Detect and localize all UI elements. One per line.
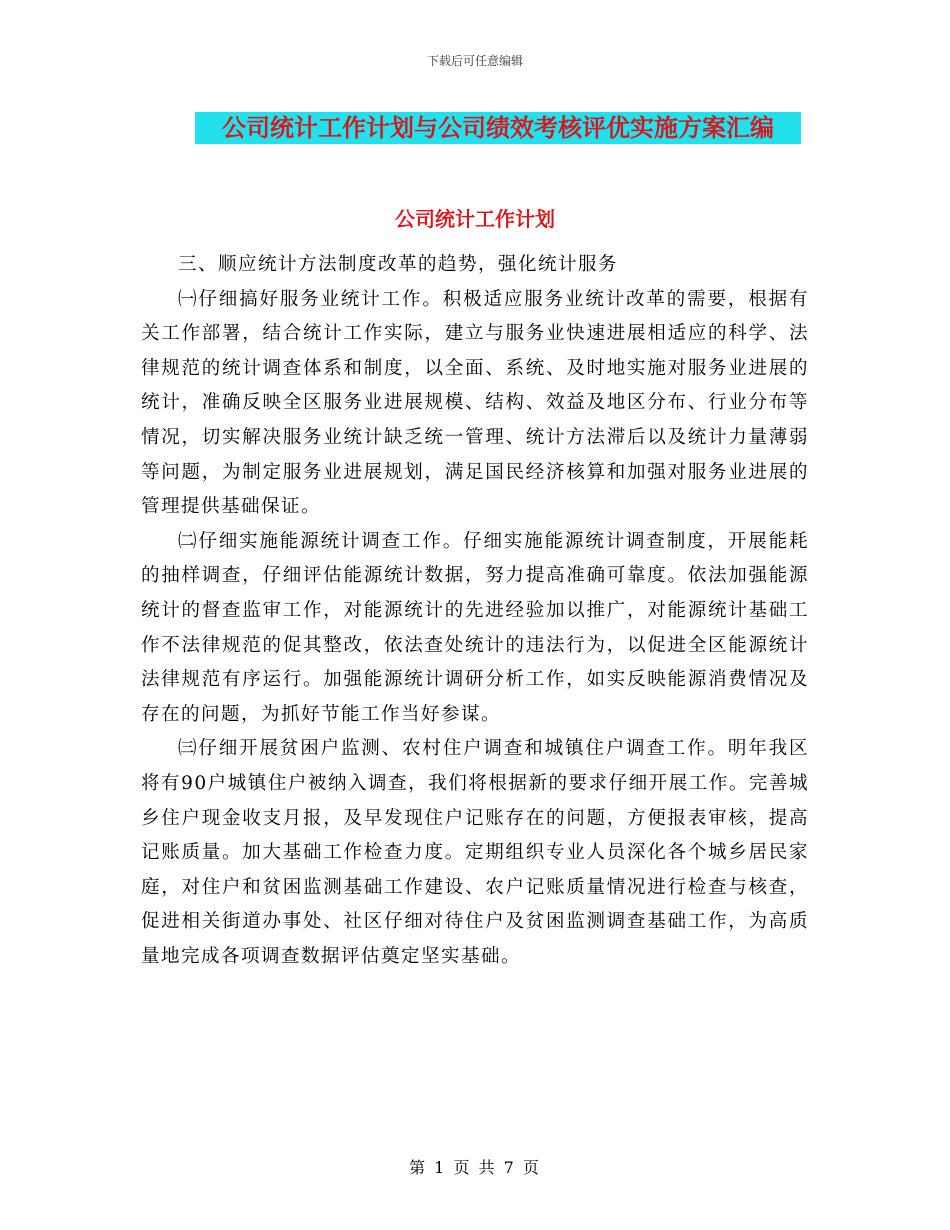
document-body [141,248,809,974]
paragraph-household-survey: ㈢仔细开展贫困户监测、农村住户调查和城镇住户调查工作。明年我区将有90户城镇住户被纳入调查，我们将根据新的要求仔细开展工作。完善城乡住户现金收支月报，及早发现住户记账存在的问题，方便报表审核，提高记账质量。加大基础工作检查力度。定期组织专业人员深化各个城乡居民家庭，对住户和贫困监测基础工作建设、农户记账质量情况进行检查与核查，促进相关街道办事处、社区仔细对待住户及贫困监测调查基础工作，为高质量地完成各项调查数据评估奠定坚实基础。 [141,738,809,967]
paragraph-heading: 三、顺应统计方法制度改革的趋势，强化统计服务 [178,254,619,275]
paragraph-energy-statistics: ㈡仔细实施能源统计调查工作。仔细实施能源统计调查制度，开展能耗的抽样调查，仔细评估能源统计数据，努力提高准确可靠度。依法加强能源统计的督查监审工作，对能源统计的先进经验加以推广，对能源统计基础工作不法律规范的促其整改，依法查处统计的违法行为，以促进全区能源统计法律规范有序运行。加强能源统计调研分析工作，如实反映能源消费情况及存在的问题，为抓好节能工作当好参谋。 [141,530,809,725]
document-title: 公司统计工作计划与公司绩效考核评优实施方案汇编 [195,112,801,144]
section-title: 公司统计工作计划 [395,207,555,231]
header-note: 下载后可任意编辑 [426,54,523,68]
paragraph-service-statistics: ㈠仔细搞好服务业统计工作。积极适应服务业统计改革的需要，根据有关工作部署，结合统计工作实际，建立与服务业快速进展相适应的科学、法律规范的统计调查体系和制度，以全面、系统、及时地实施对服务业进展的统计，准确反映全区服务业进展规模、结构、效益及地区分布、行业分布等情况，切实解决服务业统计缺乏统一管理、统计方法滞后以及统计力量薄弱等问题，为制定服务业进展规划，满足国民经济核算和加强对服务业进展的管理提供基础保证。 [141,288,809,518]
page-number-footer: 第 1 页 共 7 页 [409,1158,541,1177]
